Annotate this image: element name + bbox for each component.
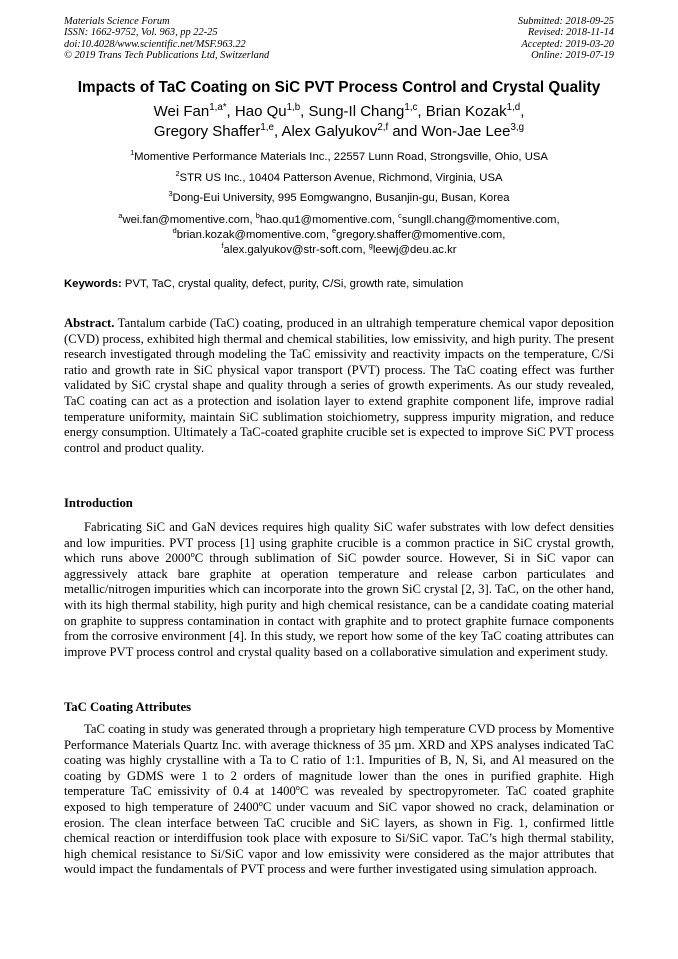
accepted-date: Accepted: 2019-03-20 <box>521 38 614 50</box>
email-mark: b <box>255 211 260 221</box>
affiliation-text: Dong-Eui University, 995 Eomgwangno, Busanjin-gu, Busan, Korea <box>172 192 510 204</box>
affiliation-3 <box>0 189 678 204</box>
email-separator: , <box>249 214 256 226</box>
dates-info <box>518 16 614 62</box>
author-line <box>0 102 678 122</box>
author-affiliation-mark: 1,c <box>404 102 418 113</box>
author-list <box>0 102 678 142</box>
author-name: Alex Galyukov <box>281 123 378 140</box>
keywords <box>64 278 614 290</box>
submitted-date: Submitted: 2018-09-25 <box>517 16 614 27</box>
journal-name: Materials Science Forum <box>64 16 170 27</box>
paper-title: Impacts of TaC Coating on SiC PVT Process Control and Crystal Quality <box>77 79 601 96</box>
author-separator: , <box>520 103 525 120</box>
author-affiliation-mark: 2,f <box>377 122 389 133</box>
revised-date: Revised: 2018-11-14 <box>527 27 614 39</box>
email-separator: , <box>362 244 369 257</box>
affiliation-2 <box>0 169 678 184</box>
affiliation-number: 2 <box>175 169 180 179</box>
abstract <box>64 316 614 456</box>
author-separator: and <box>388 123 422 140</box>
email-mark: g <box>368 241 373 251</box>
email-line <box>0 243 678 258</box>
email-address[interactable]: alex.galyukov@str-soft.com <box>223 244 363 257</box>
email-separator: , <box>325 229 332 242</box>
attributes-text-part: C under vacuum and SiC vapor showed no crack, delamination or erosion. The clean interface between TaC crucible and SiC layers, as shown in Fig. 1, confirmed little chemical reaction or interdiffusion took place with exposure to Si/SiC vapor. TaC’s high thermal stability, high chemical resistance to Si/SiC vapor and low emissivity were considered as the major attributes that would impact the fundamentals of PVT process and were further investigated using simulation approach. <box>64 799 615 877</box>
email-address[interactable]: brian.kozak@momentive.com <box>176 229 326 242</box>
introduction-paragraph <box>64 520 614 660</box>
author-affiliation-mark: 1,d <box>506 102 521 113</box>
abstract-text: Tantalum carbide (TaC) coating, produced in an ultrahigh temperature chemical vapor deposition (CVD) process, exhibited high thermal and chemical stabilities, low emissivity, and high purity. The present research investigated through modeling the TaC emissivity and reactivity impacts on the temperature, C/Si ratio and growth rate in SiC physical vapor transport (PVT) process. The TaC coating effect was further validated by SiC crystal shape and quality through a series of growth experiments. As our study revealed, TaC coating can act as a protection and isolation layer to extend graphite component life, improve radial temperature uniformity, maintain SiC sublimation stoichiometry, suppress impurity migration, and reduce energy consumption. Ultimately a TaC-coated graphite crucible set is expected to improve SiC PVT process control and product quality. <box>64 316 614 455</box>
email-mark: a <box>118 211 123 221</box>
email-address[interactable]: wei.fan@momentive.com <box>122 214 250 226</box>
author-line <box>0 122 678 142</box>
email-separator: , <box>556 214 560 226</box>
intro-text-part: C through sublimation of SiC powder source. However, Si in SiC vapor can aggressively attack bare graphite at operation temperature and release carbon particulates and metallic/nitrogen impurities which can incorporate into the grown SiC crystal [2, 3]. TaC, on the other hand, with its high thermal stability, high purity and high chemical resistance, can be a candidate coating material on graphite to suppress contamination in contact with graphite and to protect graphite furnace components from the corrosive environment [4]. In this study, we report how some of the key TaC coating attributes can improve PVT process control and crystal quality based on a collaborative simulation and experiment study. <box>64 551 614 659</box>
email-mark: e <box>331 226 337 236</box>
attributes-text-part: C was revealed by spectropyrometer. TaC coated graphite exposed to high temperature of 2400 <box>64 784 614 814</box>
journal-info <box>64 16 269 62</box>
author-name: Won-Jae Lee <box>421 123 511 140</box>
author-separator: , <box>300 103 309 120</box>
affiliation-text: STR US Inc., 10404 Patterson Avenue, Richmond, Virginia, USA <box>179 172 503 184</box>
email-line <box>0 213 678 228</box>
keywords-label: Keywords: <box>64 278 122 290</box>
author-separator: , <box>273 123 282 140</box>
email-line <box>0 228 678 243</box>
affiliation-number: 3 <box>168 189 173 199</box>
author-name: Hao Qu <box>234 103 287 120</box>
attributes-text-part: TaC coating in study was generated through a proprietary high temperature CVD process by Momentive Performance Materials Quartz Inc. with average thickness of 35 µm. XRD and XPS analyses indicated TaC coating was highly crystalline with a Ta to C ratio of 1:1. Impurities of B, N, Si, and Al measured on the coating by GDMS were 1 to 2 orders of magnitude lower than the ones in purified graphite. High temperature TaC emissivity of 0.4 at 1400 <box>64 722 614 799</box>
abstract-label: Abstract. <box>64 316 115 330</box>
attributes-paragraph <box>64 722 614 878</box>
email-address[interactable]: sungll.chang@momentive.com <box>401 214 557 226</box>
email-mark: d <box>172 226 177 236</box>
author-name: Wei Fan <box>153 103 210 120</box>
keywords-text: PVT, TaC, crystal quality, defect, purity, C/Si, growth rate, simulation <box>121 278 464 290</box>
online-date: Online: 2019-07-19 <box>531 50 614 62</box>
affiliation-number: 1 <box>130 148 135 158</box>
author-name: Sung-Il Chang <box>308 103 405 120</box>
author-affiliation-mark: 3,g <box>510 122 525 133</box>
author-affiliation-mark: 1,a* <box>209 102 227 113</box>
introduction-heading: Introduction <box>64 496 133 510</box>
email-mark: c <box>398 211 402 221</box>
email-address[interactable]: gregory.shaffer@momentive.com <box>336 229 503 242</box>
author-name: Brian Kozak <box>425 103 507 120</box>
degree-mark: o <box>190 549 195 559</box>
email-separator: , <box>391 214 399 226</box>
degree-mark: o <box>295 783 300 793</box>
email-address[interactable]: leewj@deu.ac.kr <box>372 244 457 257</box>
degree-mark: o <box>258 798 263 808</box>
author-name: Gregory Shaffer <box>153 123 261 140</box>
intro-text-part: Fabricating SiC and GaN devices requires high quality SiC wafer substrates with low defect densities and low impurities. PVT process [1] using graphite crucible is a common practice in SiC crystal growth, which runs above 2000 <box>64 520 614 566</box>
author-separator: , <box>417 103 426 120</box>
author-affiliation-mark: 1,b <box>286 102 301 113</box>
email-list <box>0 213 678 259</box>
email-address[interactable]: hao.qu1@momentive.com <box>259 214 392 226</box>
copyright-line: © 2019 Trans Tech Publications Ltd, Switzerland <box>64 50 270 62</box>
author-affiliation-mark: 1,e <box>260 122 274 133</box>
attributes-heading: TaC Coating Attributes <box>64 700 192 714</box>
email-separator: , <box>502 229 506 242</box>
doi-line: doi:10.4028/www.scientific.net/MSF.963.22 <box>64 38 246 50</box>
issn-line: ISSN: 1662-9752, Vol. 963, pp 22-25 <box>64 27 218 39</box>
affiliation-1 <box>0 148 678 163</box>
affiliation-text: Momentive Performance Materials Inc., 22557 Lunn Road, Strongsville, Ohio, USA <box>134 151 548 163</box>
email-mark: f <box>221 241 224 251</box>
author-separator: , <box>226 103 235 120</box>
